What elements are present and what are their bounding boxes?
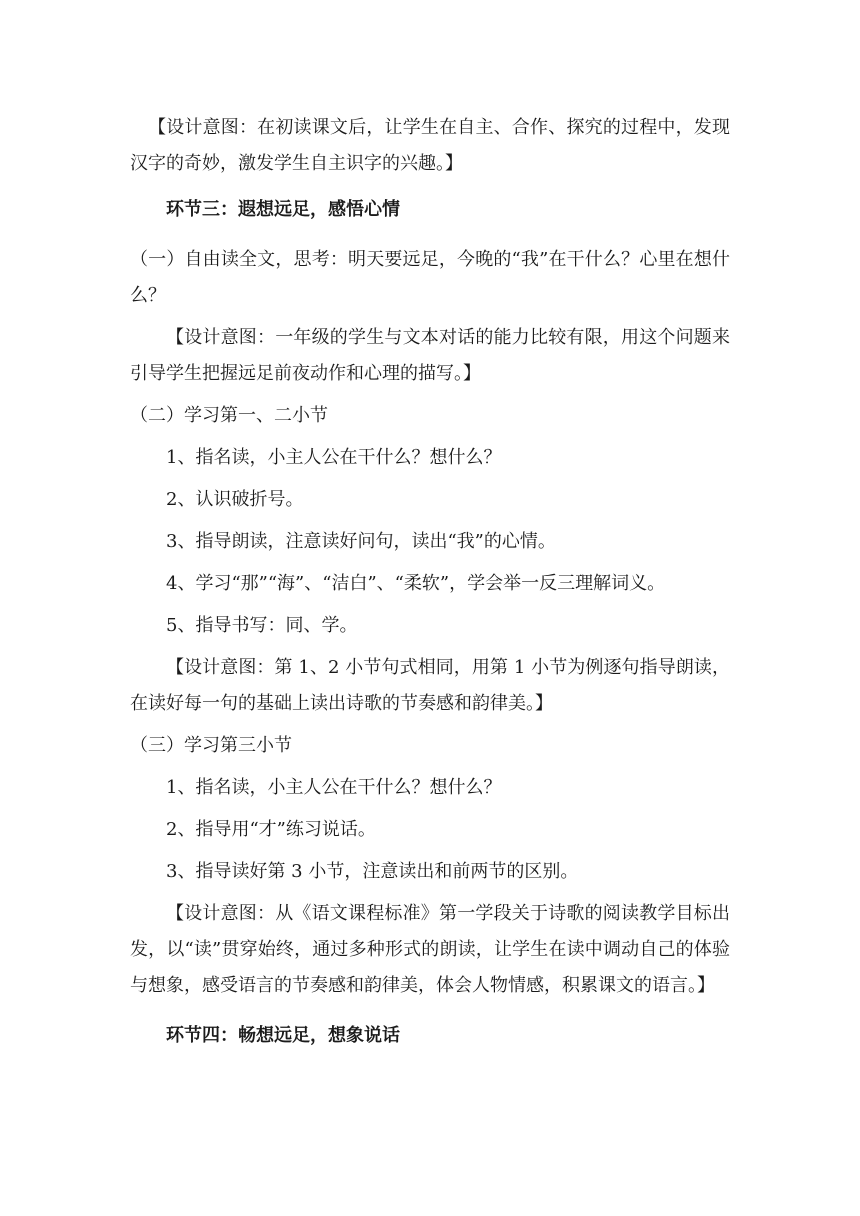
subsection-heading: （二）学习第一、二小节 [130, 405, 328, 426]
design-intent-paragraph: 【设计意图：一年级的学生与文本对话的能力比较有限，用这个问题来引导学生把握远足前夜动作和心理的描写。】 [130, 327, 730, 384]
design-intent-paragraph: 【设计意图：从《语文课程标准》第一学段关于诗歌的阅读教学目标出发，以“读”贯穿始终，通过多种形式的朗读，让学生在读中调动自己的体验与想象，感受语言的节奏感和韵律美，体会人物情感，积累课文的语言。】 [130, 903, 730, 996]
list-item: 1、指名读，小主人公在干什么？想什么？ [166, 447, 502, 468]
question-paragraph: （一）自由读全文，思考：明天要远足，今晚的“我”在干什么？心里在想什么？ [130, 249, 730, 306]
design-intent-paragraph: 【设计意图：第 1、2 小节句式相同，用第 1 小节为例逐句指导朗读，在读好每一句的基础上读出诗歌的节奏感和韵律美。】 [130, 657, 730, 714]
design-intent-paragraph: 【设计意图：在初读课文后，让学生在自主、合作、探究的过程中，发现汉字的奇妙，激发学生自主识字的兴趣。】 [130, 117, 730, 174]
section-heading: 环节三：遐想远足，感悟心情 [166, 199, 400, 220]
subsection-heading: （三）学习第三小节 [130, 735, 292, 756]
list-item: 5、指导书写：同、学。 [166, 615, 358, 636]
list-item: 2、指导用“才”练习说话。 [166, 819, 376, 840]
list-item: 3、指导朗读，注意读好问句，读出“我”的心情。 [166, 531, 556, 552]
list-item: 4、学习“那”“海”、“洁白”、“柔软”，学会举一反三理解词义。 [166, 573, 666, 594]
list-item: 3、指导读好第 3 小节，注意读出和前两节的区别。 [166, 861, 579, 882]
document-page [130, 110, 730, 1054]
list-item: 2、认识破折号。 [166, 489, 304, 510]
section-heading: 环节四：畅想远足，想象说话 [166, 1025, 400, 1046]
list-item: 1、指名读，小主人公在干什么？想什么？ [166, 777, 502, 798]
